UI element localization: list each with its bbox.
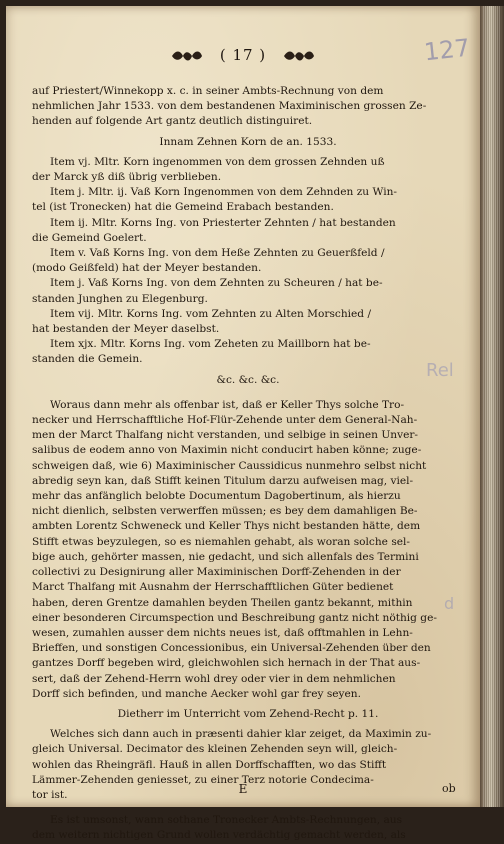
text-line: sert, daß der Zehend-Herrn wohl drey oder vier in dem nehmlichen [32, 672, 396, 685]
text-line: nicht dienlich, selbsten verwerffen müssen; es bey dem damahligen Be- [32, 505, 418, 518]
margin-note-rel: Rel [426, 360, 454, 381]
text-line: ambten Lorentz Schweneck und Keller Thys nicht bestanden hätte, dem [32, 520, 421, 533]
paragraph-intro [32, 84, 464, 130]
text-line: hat bestanden der Meyer daselbst. [32, 323, 220, 336]
pencil-folio-number: 127 [422, 33, 472, 67]
section-heading: Innam Zehnen Korn de an. 1533. [159, 135, 337, 148]
text-line: Marct Thalfang mit Ausnahm der Herrschafftlichen Güter bedienet [32, 581, 394, 594]
catchword: ob [442, 782, 456, 795]
text-line: gleich Universal. Decimator des kleinen Zehenden seyn will, gleich- [32, 743, 398, 756]
text-line: gantzes Dorff begeben wird, gleichwohlen sich hernach in der That aus- [32, 657, 421, 670]
list-item [32, 246, 464, 276]
ornament-right-icon [282, 50, 316, 62]
text-line: men der Marct Thalfang nicht verstanden, und selbige in seinen Unver- [32, 429, 419, 442]
text-line: nehmlichen Jahr 1533. von dem bestandenen Maximinischen grossen Ze- [32, 100, 427, 113]
text-line: Stifft etwas beyzulegen, so es niemahlen gehabt, als woran solche sel- [32, 535, 410, 548]
text-line: Brieffen, und sonstigen Concessionibus, ein Universal-Zehenden über den [32, 642, 431, 655]
text-line: Item j. Mltr. ij. Vaß Korn Ingenommen von dem Zehnden zu Win- [50, 186, 397, 199]
item-list [32, 155, 464, 368]
text-line: Lämmer-Zehenden geniesset, zu einer Terz notorie Condecima- [32, 773, 374, 786]
text-line: haben, deren Grentze damahlen beyden Theilen gantz bekannt, mithin [32, 596, 413, 609]
etcetera-line: &c. &c. &c. [216, 373, 280, 386]
text-line: Item vj. Mltr. Korn ingenommen von dem grossen Zehnden uß [50, 155, 385, 168]
text-line: Item vij. Mltr. Korns Ing. vom Zehnten zu Alten Morschied / [50, 307, 372, 320]
ornament-left-icon [170, 50, 204, 62]
text-line: bige auch, gehörter massen, nie gedacht, und sich allenfals des Termini [32, 550, 419, 563]
text-line: mehr das anfänglich belobte Documentum Dagobertinum, als hierzu [32, 490, 401, 503]
text-line: Item v. Vaß Korns Ing. von dem Heße Zehnten zu Geuerßfeld / [50, 247, 385, 260]
text-line: einer besonderen Circumspection und Beschreibung gantz nicht nöthig ge- [32, 611, 437, 624]
text-line: dem weitern nichtigen Grund wollen verdächtig gemacht werden, als [32, 829, 406, 842]
text-line: Item j. Vaß Korns Ing. von dem Zehnten zu Scheuren / hat be- [50, 277, 383, 290]
text-line: Item ij. Mltr. Korns Ing. von Priesterter Zehnten / hat bestanden [50, 216, 396, 229]
citation-line: Dietherr im Unterricht vom Zehend-Recht p. 11. [117, 707, 379, 720]
text-line: wesen, zumahlen ausser dem nichts neues ist, daß offtmahlen in Lehn- [32, 626, 413, 639]
text-line: standen Junghen zu Elegenburg. [32, 292, 208, 305]
text-line: tor ist. [32, 788, 68, 801]
margin-note-d: d [444, 594, 455, 613]
list-item [32, 337, 464, 367]
text-line: standen die Gemein. [32, 353, 143, 366]
list-item [32, 216, 464, 246]
text-line: (modo Geißfeld) hat der Meyer bestanden. [32, 262, 262, 275]
text-line: wohlen das Rheingräfl. Hauß in allen Dorffschafften, wo das Stifft [32, 758, 387, 771]
page-header [6, 46, 480, 64]
text-line: collectivi zu Designirung aller Maximinischen Dorff-Zehenden in der [32, 566, 401, 579]
text-line: Dorff sich befinden, und manche Aecker wohl gar frey seyen. [32, 687, 361, 700]
list-item [32, 276, 464, 306]
body-text [32, 84, 464, 844]
text-line: schweigen daß, wie 6) Maximinischer Caussidicus nunmehro selbst nicht [32, 459, 427, 472]
text-line: abredig seyn kan, daß Stifft keinen Titulum darzu aufweisen mag, viel- [32, 474, 414, 487]
text-line: Es ist umsonst, wann sothane Tronecker Ambts-Rechnungen, aus [50, 814, 403, 827]
text-line: Item xjx. Mltr. Korns Ing. vom Zeheten zu Maillborn hat be- [50, 338, 371, 351]
text-line: auf Priestert/Winnekopp x. c. in seiner Ambts-Rechnung von dem [32, 85, 384, 97]
text-line: Woraus dann mehr als offenbar ist, daß er Keller Thys solche Tro- [50, 398, 405, 411]
book-page [6, 6, 480, 842]
list-item [32, 155, 464, 185]
text-line: henden auf folgende Art gantz deutlich distinguiret. [32, 115, 313, 128]
page-number: ( 17 ) [219, 46, 267, 64]
text-line: die Gemeind Goelert. [32, 231, 147, 244]
text-line: tel (ist Tronecken) hat die Gemeind Erabach bestanden. [32, 201, 334, 214]
paragraph-main [32, 398, 464, 702]
text-line: necker und Herrschafftliche Hof-Flür-Zehende unter dem General-Nah- [32, 414, 418, 427]
signature-mark: E [238, 782, 248, 796]
paragraph-final [32, 813, 464, 843]
text-line: der Marck yß diß übrig verblieben. [32, 171, 222, 184]
list-item [32, 185, 464, 215]
text-line: salibus de eodem anno von Maximin nicht conducirt haben könne; zuge- [32, 444, 422, 457]
list-item [32, 307, 464, 337]
text-line: Welches sich dann auch in præsenti dahier klar zeiget, da Maximin zu- [50, 728, 432, 741]
page-edge [480, 6, 504, 807]
